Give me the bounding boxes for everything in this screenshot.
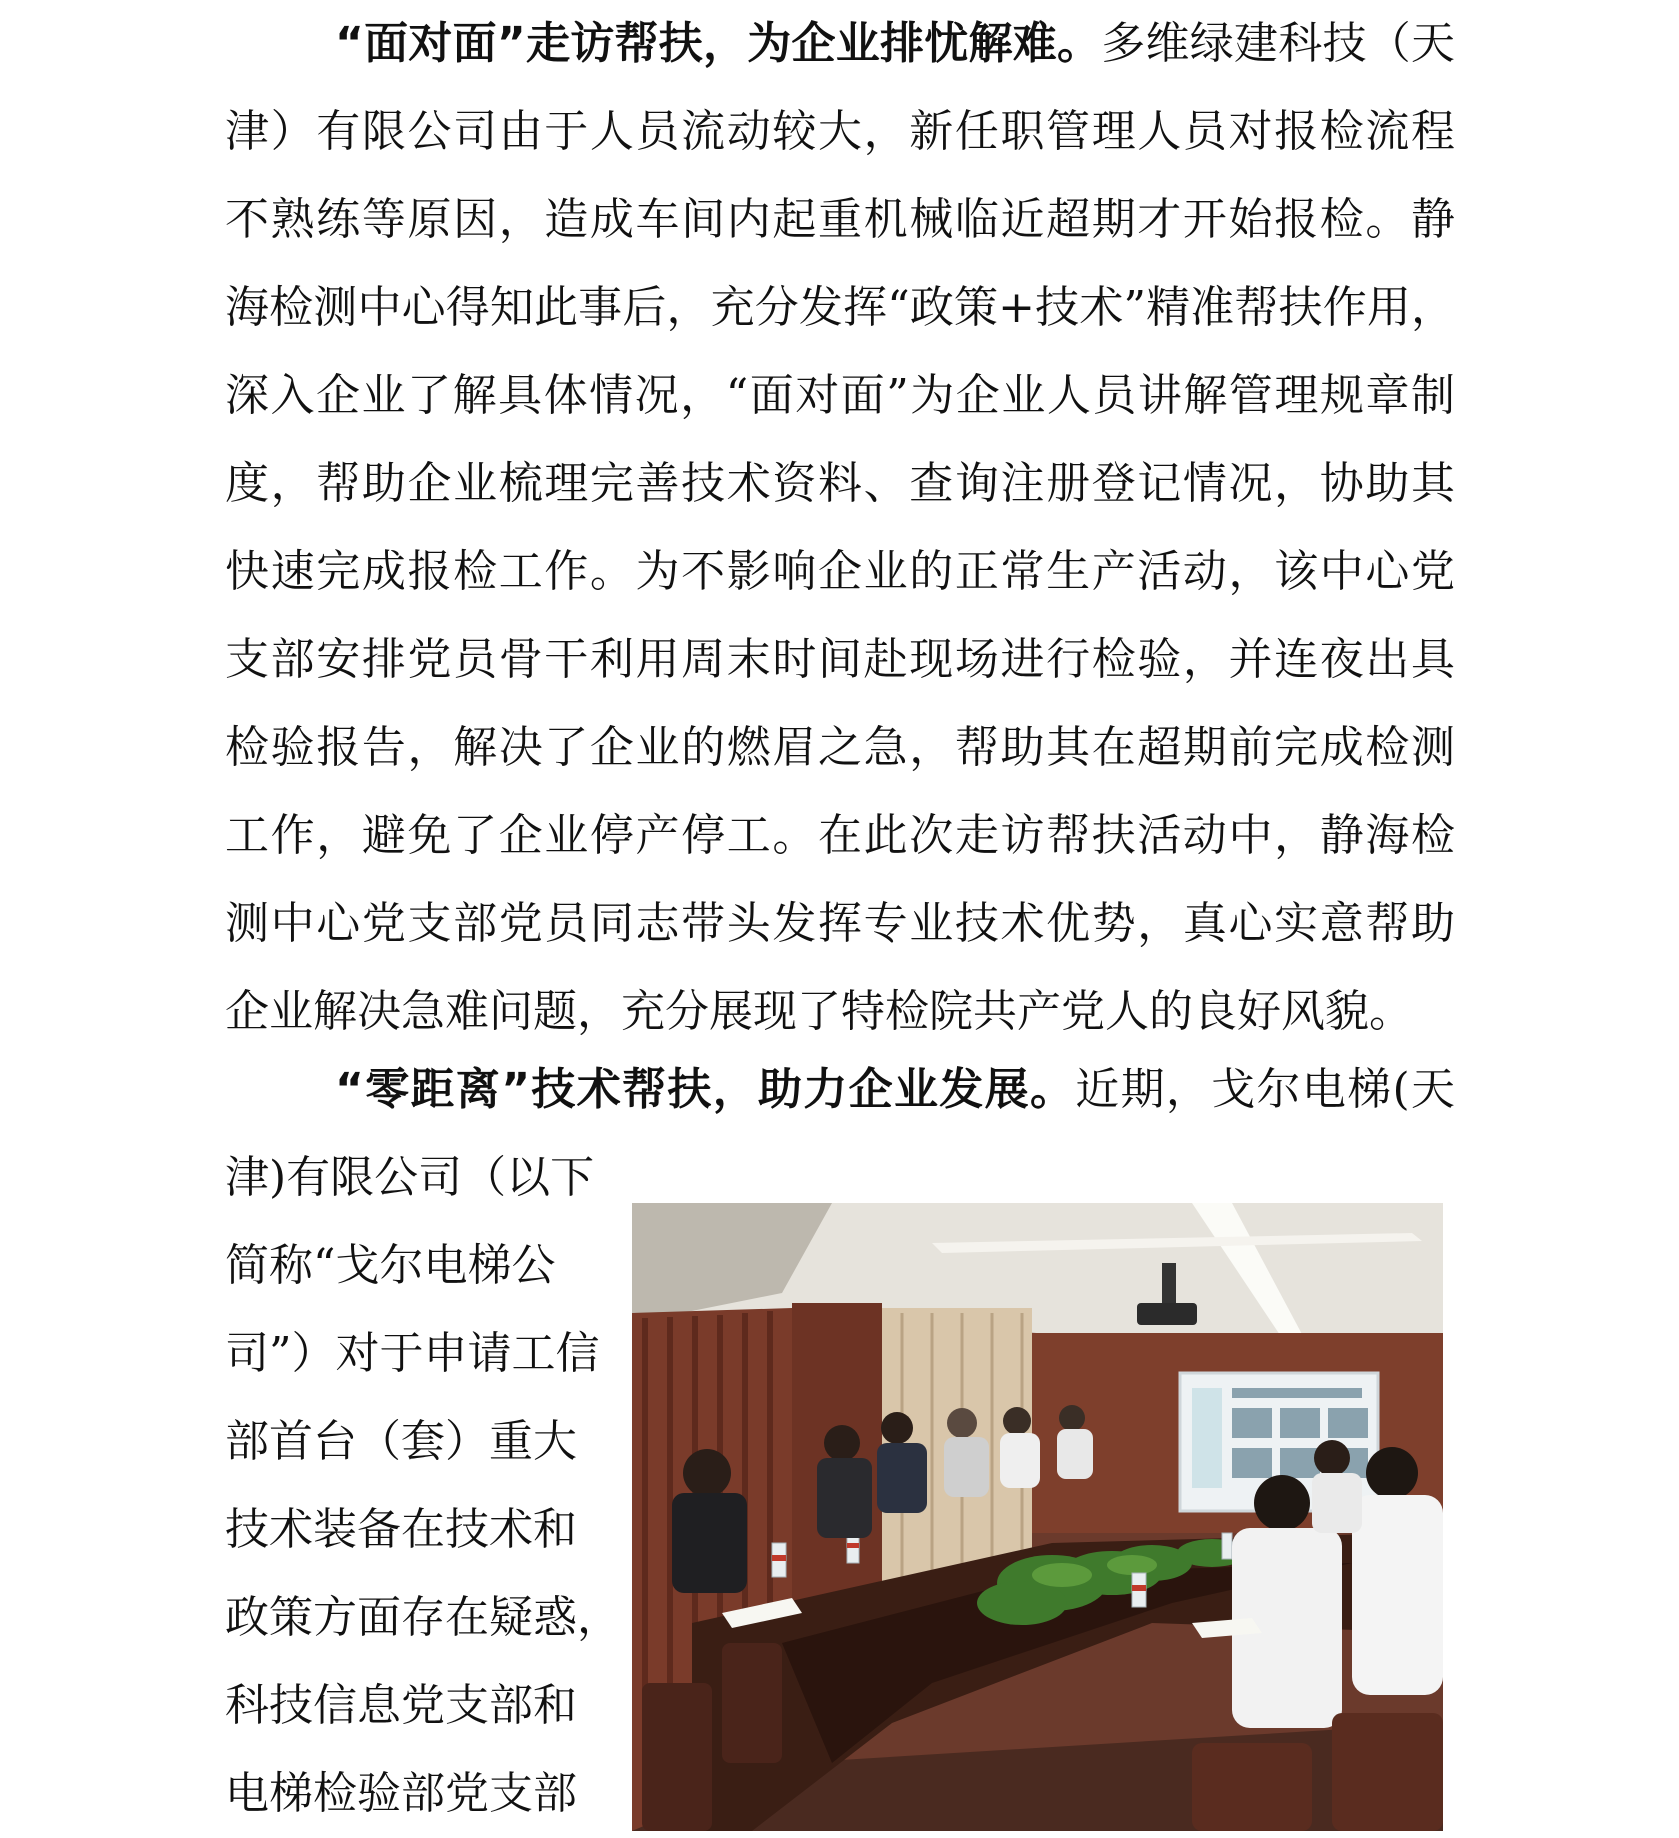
paragraph-first-line [225, 0, 1455, 88]
paragraph-line: 技术装备在技术和 [225, 1504, 577, 1555]
section-heading-zero-distance: “零距离”技术帮扶，助力企业发展。 [335, 1064, 1076, 1115]
attendees-right [1232, 1440, 1443, 1728]
projector-icon [1137, 1303, 1197, 1325]
paragraph-zero-distance [225, 1046, 1455, 1134]
paragraph-line: 检验报告，解决了企业的燃眉之急，帮助其在超期前完成检测 [225, 722, 1455, 773]
paragraph-line: 度，帮助企业梳理完善技术资料、查询注册登记情况，协助其 [225, 458, 1455, 509]
paragraph-line: 快速完成报检工作。为不影响企业的正常生产活动，该中心党 [225, 546, 1455, 597]
paragraph-line: 不熟练等原因，造成车间内起重机械临近超期才开始报检。静 [225, 194, 1455, 245]
paragraph-line: 测中心党支部党员同志带头发挥专业技术优势，真心实意帮助 [225, 898, 1455, 949]
section-heading-face-to-face: “面对面”走访帮扶，为企业排忧解难。 [335, 18, 1102, 69]
paragraph-text: 多维绿建科技（天 [1101, 18, 1455, 69]
paragraph-line: 科技信息党支部和 [225, 1680, 577, 1731]
paragraph-wrapped-column [225, 1134, 625, 1838]
paragraph-line: 政策方面存在疑惑， [225, 1592, 621, 1643]
paragraph-first-line [225, 1046, 1455, 1134]
projector-mount-shape [1162, 1263, 1176, 1308]
paragraph-line: 海检测中心得知此事后，充分发挥“政策+技术”精准帮扶作用， [225, 282, 1455, 333]
paragraph-text: 近期，戈尔电梯(天 [1075, 1064, 1455, 1115]
paragraph-line: 简称“戈尔电梯公 [225, 1240, 556, 1291]
paragraph-line: 津）有限公司由于人员流动较大，新任职管理人员对报检流程 [225, 106, 1455, 157]
paragraph-line: 深入企业了解具体情况，“面对面”为企业人员讲解管理规章制 [225, 370, 1455, 421]
paragraph-line: 津)有限公司（以下 [225, 1152, 595, 1203]
paragraph-line: 司”）对于申请工信 [225, 1328, 600, 1379]
paragraph-line: 工作，避免了企业停产停工。在此次走访帮扶活动中，静海检 [225, 810, 1455, 861]
paragraph-line: 部首台（套）重大 [225, 1416, 577, 1467]
paragraph-line: 支部安排党员骨干利用周末时间赴现场进行检验，并连夜出具 [225, 634, 1455, 685]
screen-sidebar-shape [1192, 1388, 1222, 1488]
paragraph-line: 企业解决急难问题，充分展现了特检院共产党人的良好风貌。 [225, 986, 1413, 1037]
paragraph-line: 电梯检验部党支部 [225, 1768, 577, 1819]
paragraph-face-to-face [225, 0, 1455, 1056]
meeting-room-photo [632, 1203, 1443, 1831]
meeting-room-illustration [632, 1203, 1443, 1831]
